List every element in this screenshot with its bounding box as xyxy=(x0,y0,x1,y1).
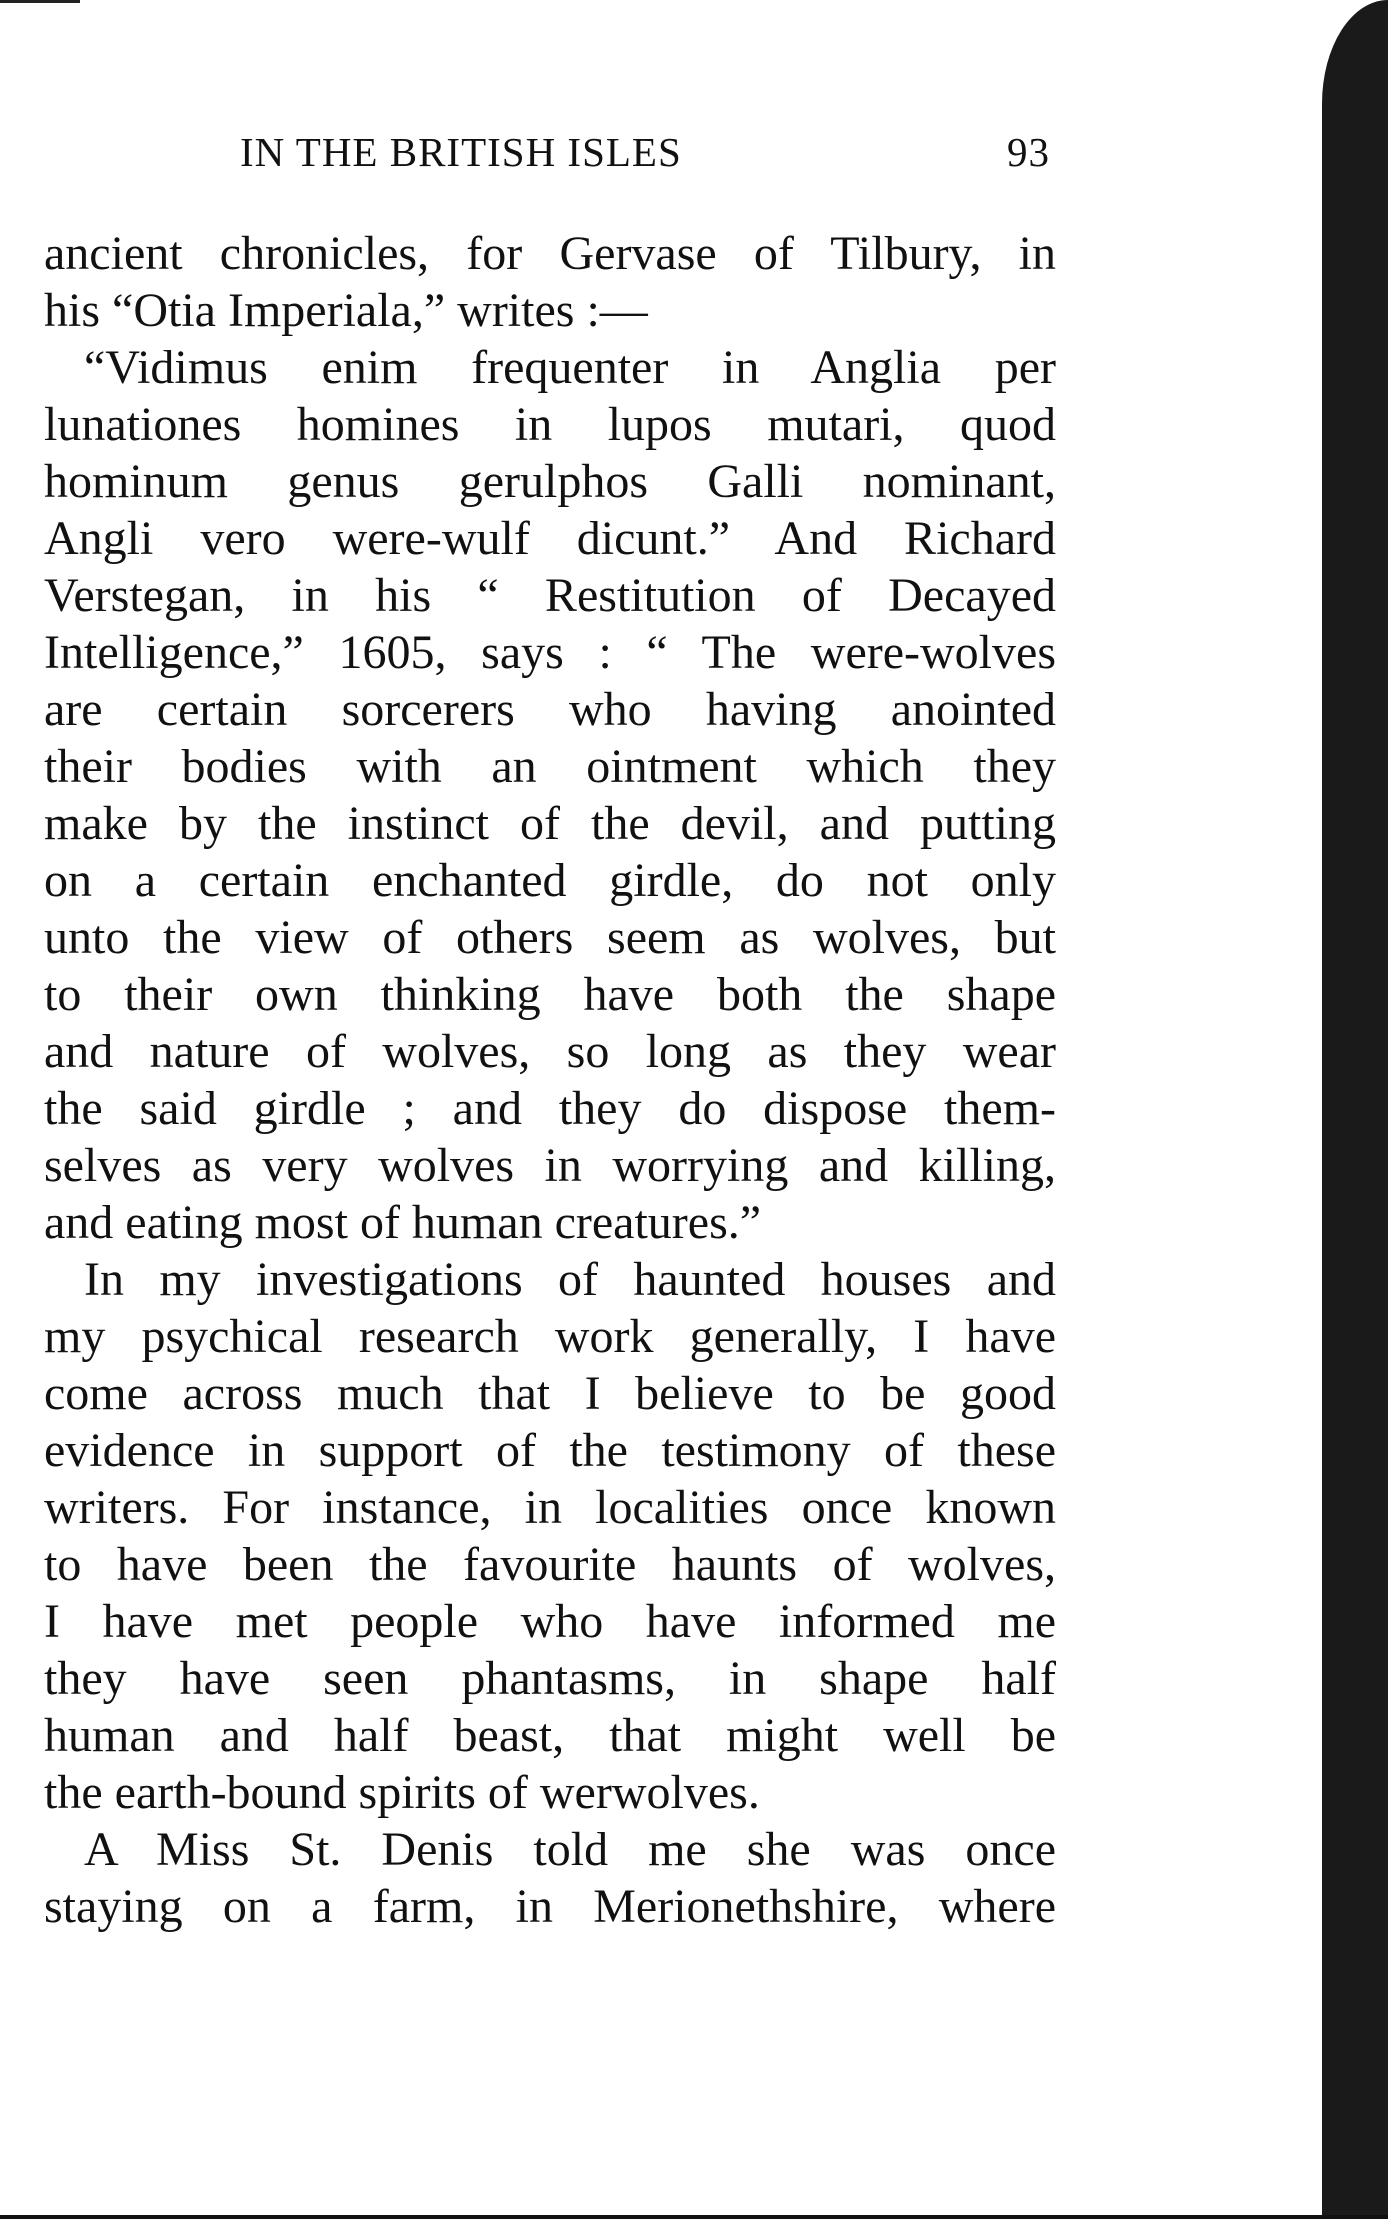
page-edge-bottom xyxy=(0,2215,1388,2219)
page-edge-right xyxy=(1322,0,1388,2219)
text-line: selves as very wolves in worrying and killing, xyxy=(44,1139,1056,1192)
text-line: and nature of wolves, so long as they wear xyxy=(44,1025,1056,1078)
text-line: Intelligence,” 1605, says : “ The were-wolves xyxy=(44,626,1056,679)
text-line: to their own thinking have both the shape xyxy=(44,968,1056,1021)
text-line: on a certain enchanted girdle, do not only xyxy=(44,854,1056,907)
text-line: evidence in support of the testimony of these xyxy=(44,1424,1056,1477)
page-header xyxy=(240,128,1050,178)
text-line: A Miss St. Denis told me she was once xyxy=(84,1823,1056,1876)
text-line: “Vidimus enim frequenter in Anglia per xyxy=(84,341,1056,394)
text-line: I have met people who have informed me xyxy=(44,1595,1056,1648)
body-text xyxy=(44,225,1056,1935)
text-line: staying on a farm, in Merionethshire, where xyxy=(44,1880,1056,1933)
text-line: ancient chronicles, for Gervase of Tilbury, in xyxy=(44,227,1056,280)
text-line: human and half beast, that might well be xyxy=(44,1709,1056,1762)
text-line: their bodies with an ointment which they xyxy=(44,740,1056,793)
text-line: Verstegan, in his “ Restitution of Decayed xyxy=(44,569,1056,622)
text-line: they have seen phantasms, in shape half xyxy=(44,1652,1056,1705)
text-line: make by the instinct of the devil, and putting xyxy=(44,797,1056,850)
text-line: Angli vero were-wulf dicunt.” And Richard xyxy=(44,512,1056,565)
page-edge-top xyxy=(0,0,80,3)
text-line: are certain sorcerers who having anointed xyxy=(44,683,1056,736)
text-line: In my investigations of haunted houses and xyxy=(84,1253,1056,1306)
running-title: IN THE BRITISH ISLES xyxy=(240,129,682,175)
text-line: his “Otia Imperiala,” writes :— xyxy=(44,284,648,337)
text-line: come across much that I believe to be good xyxy=(44,1367,1056,1420)
text-line: lunationes homines in lupos mutari, quod xyxy=(44,398,1056,451)
text-line: unto the view of others seem as wolves, but xyxy=(44,911,1056,964)
text-line: hominum genus gerulphos Galli nominant, xyxy=(44,455,1056,508)
text-line: the said girdle ; and they do dispose them- xyxy=(44,1082,1056,1135)
text-line: the earth-bound spirits of werwolves. xyxy=(44,1766,760,1819)
text-line: and eating most of human creatures.” xyxy=(44,1196,762,1249)
text-line: my psychical research work generally, I have xyxy=(44,1310,1056,1363)
text-line: to have been the favourite haunts of wolves, xyxy=(44,1538,1056,1591)
text-line: writers. For instance, in localities once known xyxy=(44,1481,1056,1534)
page-number: 93 xyxy=(1007,129,1050,175)
